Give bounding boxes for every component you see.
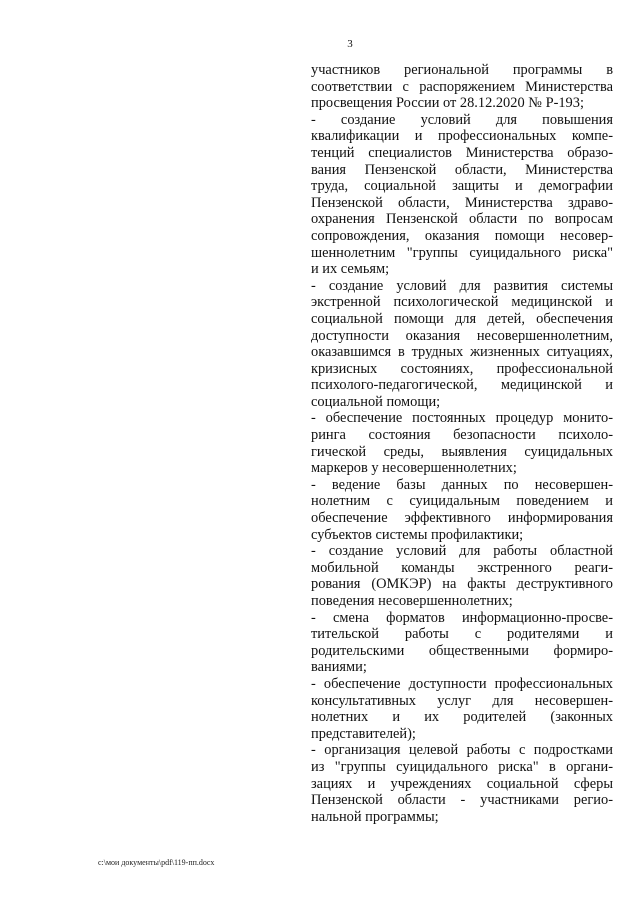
text-line: - смена форматов информационно-просве- bbox=[311, 609, 613, 626]
text-line: труда, социальной защиты и демографии bbox=[311, 178, 613, 195]
text-line: психолого-педагогической, медицинской и bbox=[311, 377, 613, 394]
paragraph bbox=[311, 610, 613, 676]
text-line: сопровождения, оказания помощи несовер- bbox=[311, 227, 613, 244]
page-number: 3 bbox=[347, 38, 353, 50]
footer-file-path: c:\мои документы\pdf\119-пп.docx bbox=[98, 858, 215, 867]
text-line: оказавшимся в трудных жизненных ситуациях, bbox=[311, 344, 613, 361]
text-line: социальной помощи для детей, обеспечения bbox=[311, 310, 613, 327]
text-line: рования (ОМКЭР) на факты деструктивного bbox=[311, 576, 613, 593]
text-line: квалификации и профессиональных компе- bbox=[311, 128, 613, 145]
paragraph bbox=[311, 410, 613, 476]
body-text bbox=[311, 62, 613, 825]
text-line: вания Пензенской области, Министерства bbox=[311, 161, 613, 178]
text-line: нолетних и их родителей (законных bbox=[311, 709, 613, 726]
text-line: и их семьям; bbox=[311, 261, 390, 278]
text-line: - обеспечение постоянных процедур монито- bbox=[311, 410, 613, 427]
paragraph bbox=[311, 676, 613, 742]
text-line: тенций специалистов Министерства образо- bbox=[311, 144, 613, 161]
text-line: тительской работы с родителями и bbox=[311, 626, 613, 643]
text-line: нолетним с суицидальным поведением и bbox=[311, 493, 613, 510]
text-line: ринга состояния безопасности психоло- bbox=[311, 427, 613, 444]
text-line: социальной помощи; bbox=[311, 393, 441, 410]
paragraph bbox=[311, 477, 613, 543]
text-line: охранения Пензенской области по вопросам bbox=[311, 211, 613, 228]
paragraph bbox=[311, 112, 613, 278]
paragraph bbox=[311, 543, 613, 609]
text-line: соответствии с распоряжением Министерства bbox=[311, 78, 613, 95]
text-line: Пензенской области - участниками регио- bbox=[311, 792, 613, 809]
text-line: нальной программы; bbox=[311, 808, 439, 825]
text-line: поведения несовершеннолетних; bbox=[311, 593, 513, 609]
text-line: экстренной психологической медицинской и bbox=[311, 294, 613, 311]
text-line: - создание условий для работы областной bbox=[311, 543, 613, 560]
text-line: - создание условий для развития системы bbox=[311, 277, 613, 294]
text-line: - создание условий для повышения bbox=[311, 111, 613, 128]
text-line: шеннолетним "группы суицидального риска" bbox=[311, 244, 613, 261]
text-line: - ведение базы данных по несовершен- bbox=[311, 476, 613, 493]
paragraph bbox=[311, 742, 613, 825]
text-line: гической среды, выявления суицидальных bbox=[311, 443, 613, 460]
text-line: маркеров у несовершеннолетних; bbox=[311, 460, 517, 477]
text-line: субъектов системы профилактики; bbox=[311, 526, 524, 543]
text-line: обеспечение эффективного информирования bbox=[311, 510, 613, 527]
text-line: консультативных услуг для несовершен- bbox=[311, 692, 613, 709]
paragraph bbox=[311, 62, 613, 112]
text-line: родительскими общественными формиро- bbox=[311, 642, 613, 659]
text-line: из "группы суицидального риска" в органи- bbox=[311, 758, 613, 775]
text-line: кризисных состояниях, профессиональной bbox=[311, 360, 613, 377]
text-line: участников региональной программы в bbox=[311, 62, 613, 78]
text-line: доступности оказания несовершеннолетним, bbox=[311, 327, 613, 344]
text-line: представителей); bbox=[311, 725, 416, 742]
paragraph bbox=[311, 278, 613, 411]
text-line: просвещения России от 28.12.2020 № Р-193; bbox=[311, 95, 584, 112]
text-line: Пензенской области, Министерства здраво- bbox=[311, 194, 613, 211]
text-line: - организация целевой работы с подростками bbox=[311, 742, 613, 759]
text-line: - обеспечение доступности профессиональных bbox=[311, 675, 613, 692]
text-line: мобильной команды экстренного реаги- bbox=[311, 559, 613, 576]
text-line: ваниями; bbox=[311, 659, 367, 676]
text-line: зациях и учреждениях социальной сферы bbox=[311, 775, 613, 792]
